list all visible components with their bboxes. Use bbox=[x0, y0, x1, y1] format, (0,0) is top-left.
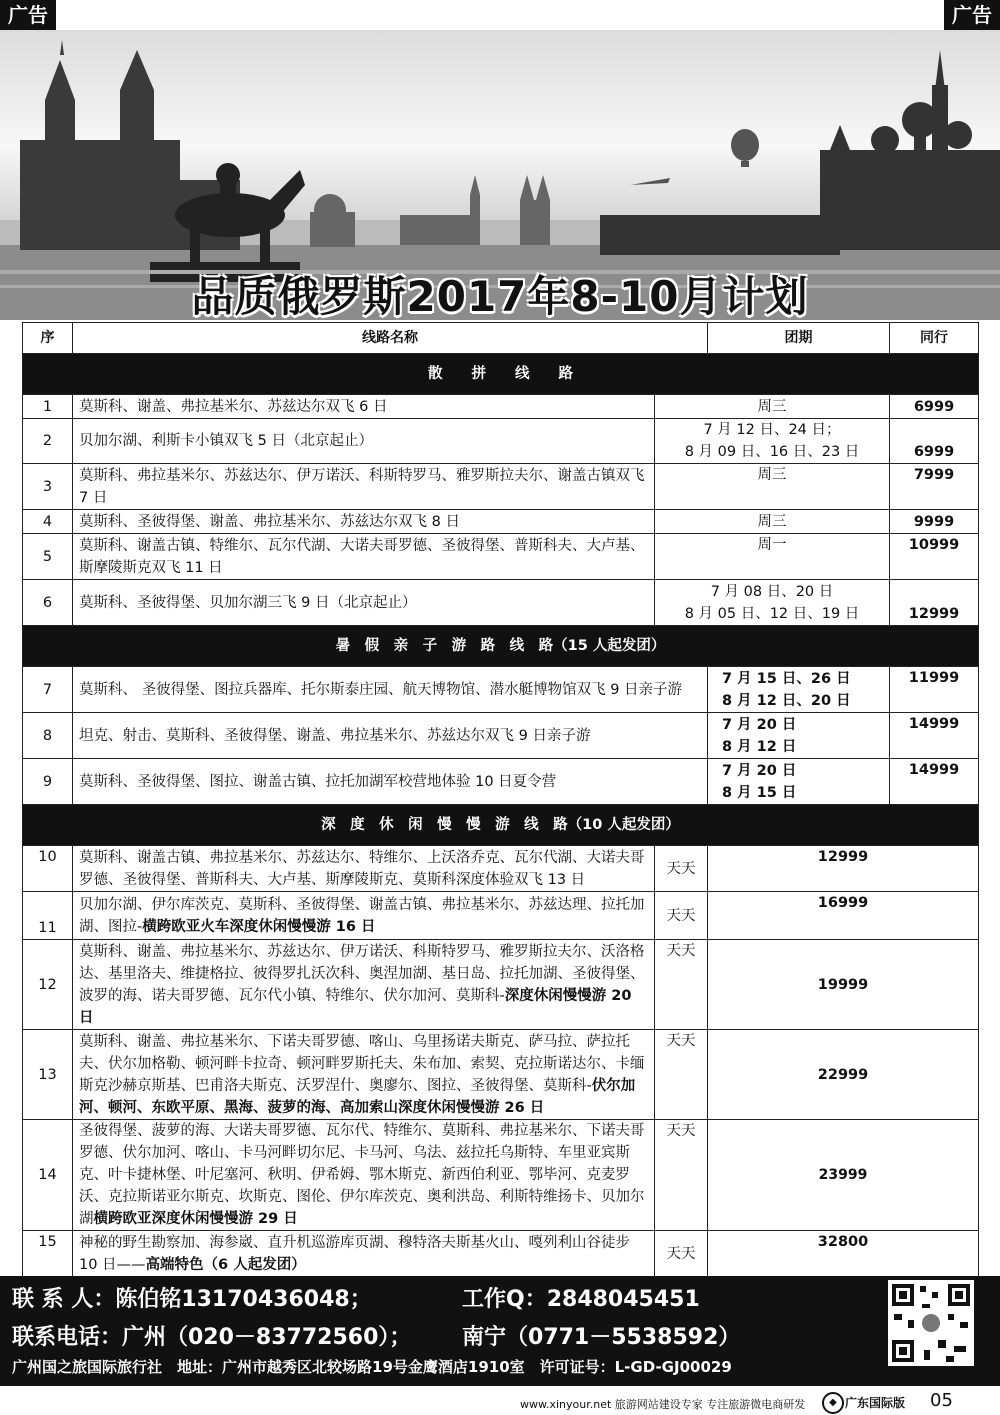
table-row: 2 贝加尔湖、利斯卡小镇双飞 5 日（北京起止） 7 月 12 日、24 日； 8 月 09 日、16 日、23 日 6999 bbox=[23, 419, 979, 464]
section-header: 散 拼 线 路 bbox=[23, 354, 979, 395]
table-row: 12 莫斯科、谢盖、弗拉基米尔、苏兹达尔、伊万诺沃、科斯特罗马、雅罗斯拉夫尔、沃洛格达、基里洛夫、维捷格拉、彼得罗扎沃次科、奥涅加湖、基日岛、拉托加湖、圣彼得堡、波罗的海、诺夫哥罗德、瓦尔代小镇、特维尔、伏尔加河、莫斯科-深度休闲慢慢游 20 日 天天 19999 bbox=[23, 940, 979, 1030]
page-number: 05 bbox=[930, 1390, 953, 1411]
edition-logo-icon: ◆ bbox=[822, 1392, 844, 1414]
ad-label-left: 广告 bbox=[0, 0, 56, 30]
footer-url: www.xinyour.net 旅游网站建设专家 专注旅游微电商研发 bbox=[520, 1398, 806, 1411]
table-row: 1 莫斯科、谢盖、弗拉基米尔、苏兹达尔双飞 6 日 周三 6999 bbox=[23, 395, 979, 419]
table-row: 7 莫斯科、 圣彼得堡、图拉兵器库、托尔斯泰庄园、航天博物馆、潜水艇博物馆双飞 9 日亲子游 7 月 15 日、26 日 8 月 12 日、20 日 11999 bbox=[23, 667, 979, 713]
phone-guangzhou: 联系电话：广州（020－83772560）； bbox=[12, 1325, 412, 1350]
table-row: 6 莫斯科、圣彼得堡、贝加尔湖三飞 9 日（北京起止） 7 月 08 日、20 日 8 月 05 日、12 日、19 日 12999 bbox=[23, 580, 979, 626]
header-seq: 序 bbox=[23, 323, 73, 354]
page-title: 品质俄罗斯2017年8-10月计划 bbox=[191, 272, 809, 321]
table-row: 8 坦克、射击、莫斯科、圣彼得堡、谢盖、弗拉基米尔、苏兹达尔双飞 9 日亲子游 7 月 20 日 8 月 12 日 14999 bbox=[23, 713, 979, 759]
section-header: 深 度 休 闲 慢 慢 游 线 路（10 人起发团） bbox=[23, 805, 979, 846]
table-row: 14 圣彼得堡、菠萝的海、大诺夫哥罗德、瓦尔代、特维尔、莫斯科、弗拉基米尔、下诺夫哥罗德、伏尔加河、喀山、卡马河畔切尔尼、卡马河、乌法、兹拉托乌斯特、车里亚宾斯克、叶卡捷林堡、叶尼塞河、秋明、伊希姆、鄂木斯克、新西伯利亚、鄂毕河、克麦罗沃、克拉斯诺亚尔斯克、坎斯克、图伦、伊尔库茨克、奥利洪岛、利斯特维扬卡、贝加尔湖横跨欧亚深度休闲慢慢游 29 日 天天 23999 bbox=[23, 1120, 979, 1231]
section-header: 暑 假 亲 子 游 路 线 路（15 人起发团） bbox=[23, 626, 979, 667]
company-address: 广州国之旅国际旅行社 地址：广州市越秀区北较场路19号金鹰酒店1910室 许可证号：L-GD-GJ00029 bbox=[12, 1358, 732, 1376]
edition-label: 广东国际版 bbox=[845, 1396, 906, 1410]
table-row: 5 莫斯科、谢盖古镇、特维尔、瓦尔代湖、大诺夫哥罗德、圣彼得堡、普斯科夫、大卢基、斯摩陵斯克双飞 11 日 周一 10999 bbox=[23, 534, 979, 580]
schedule-table bbox=[22, 322, 979, 1277]
table-row: 15 神秘的野生勘察加、海参崴、直升机巡游库页湖、穆特洛夫斯基火山、嘎列利山谷徒步 10 日——高端特色（6 人起发团） 天天 32800 bbox=[23, 1231, 979, 1277]
page-bottom-bar bbox=[0, 1390, 1000, 1415]
contact-person: 联 系 人：陈伯铭13170436048； bbox=[12, 1287, 372, 1312]
table-header-row bbox=[23, 323, 979, 354]
contact-footer bbox=[0, 1276, 1000, 1386]
table-row: 11 贝加尔湖、伊尔库茨克、莫斯科、圣彼得堡、谢盖古镇、弗拉基米尔、苏兹达理、拉托加湖、图拉-横跨欧亚火车深度休闲慢慢游 16 日 天天 16999 bbox=[23, 892, 979, 940]
work-qq: 工作Q：2848045451 bbox=[462, 1287, 700, 1312]
ad-label-right: 广告 bbox=[944, 0, 1000, 30]
phone-nanning: 南宁（0771－5538592） bbox=[462, 1325, 741, 1350]
qr-code-icon bbox=[888, 1280, 974, 1366]
table-row: 10 莫斯科、谢盖古镇、弗拉基米尔、苏兹达尔、特维尔、上沃洛乔克、瓦尔代湖、大诺夫哥罗德、圣彼得堡、普斯科夫、大卢基、斯摩陵斯克、莫斯科深度体验双飞 13 日 天天 12999 bbox=[23, 846, 979, 892]
header-price: 同行 bbox=[890, 323, 979, 354]
table-row: 3 莫斯科、弗拉基米尔、苏兹达尔、伊万诺沃、科斯特罗马、雅罗斯拉夫尔、谢盖古镇双飞 7 日 周三 7999 bbox=[23, 464, 979, 510]
table-row: 13 莫斯科、谢盖、弗拉基米尔、下诺夫哥罗德、喀山、乌里扬诺夫斯克、萨马拉、萨拉托夫、伏尔加格勒、顿河畔卡拉奇、顿河畔罗斯托夫、朱布加、索契、克拉斯诺达尔、卡缅斯克沙赫京斯基、巴甫洛夫斯克、沃罗涅什、奥廖尔、图拉、圣彼得堡、莫斯科-伏尔加河、顿河、东欧平原、黑海、菠萝的海、高加索山深度休闲慢慢游 26 日 天天 22999 bbox=[23, 1030, 979, 1120]
header-period: 团期 bbox=[708, 323, 890, 354]
header-route: 线路名称 bbox=[73, 323, 708, 354]
table-row: 4 莫斯科、圣彼得堡、谢盖、弗拉基米尔、苏兹达尔双飞 8 日 周三 9999 bbox=[23, 510, 979, 534]
table-row: 9 莫斯科、圣彼得堡、图拉、谢盖古镇、拉托加湖军校营地体验 10 日夏令营 7 月 20 日 8 月 15 日 14999 bbox=[23, 759, 979, 805]
